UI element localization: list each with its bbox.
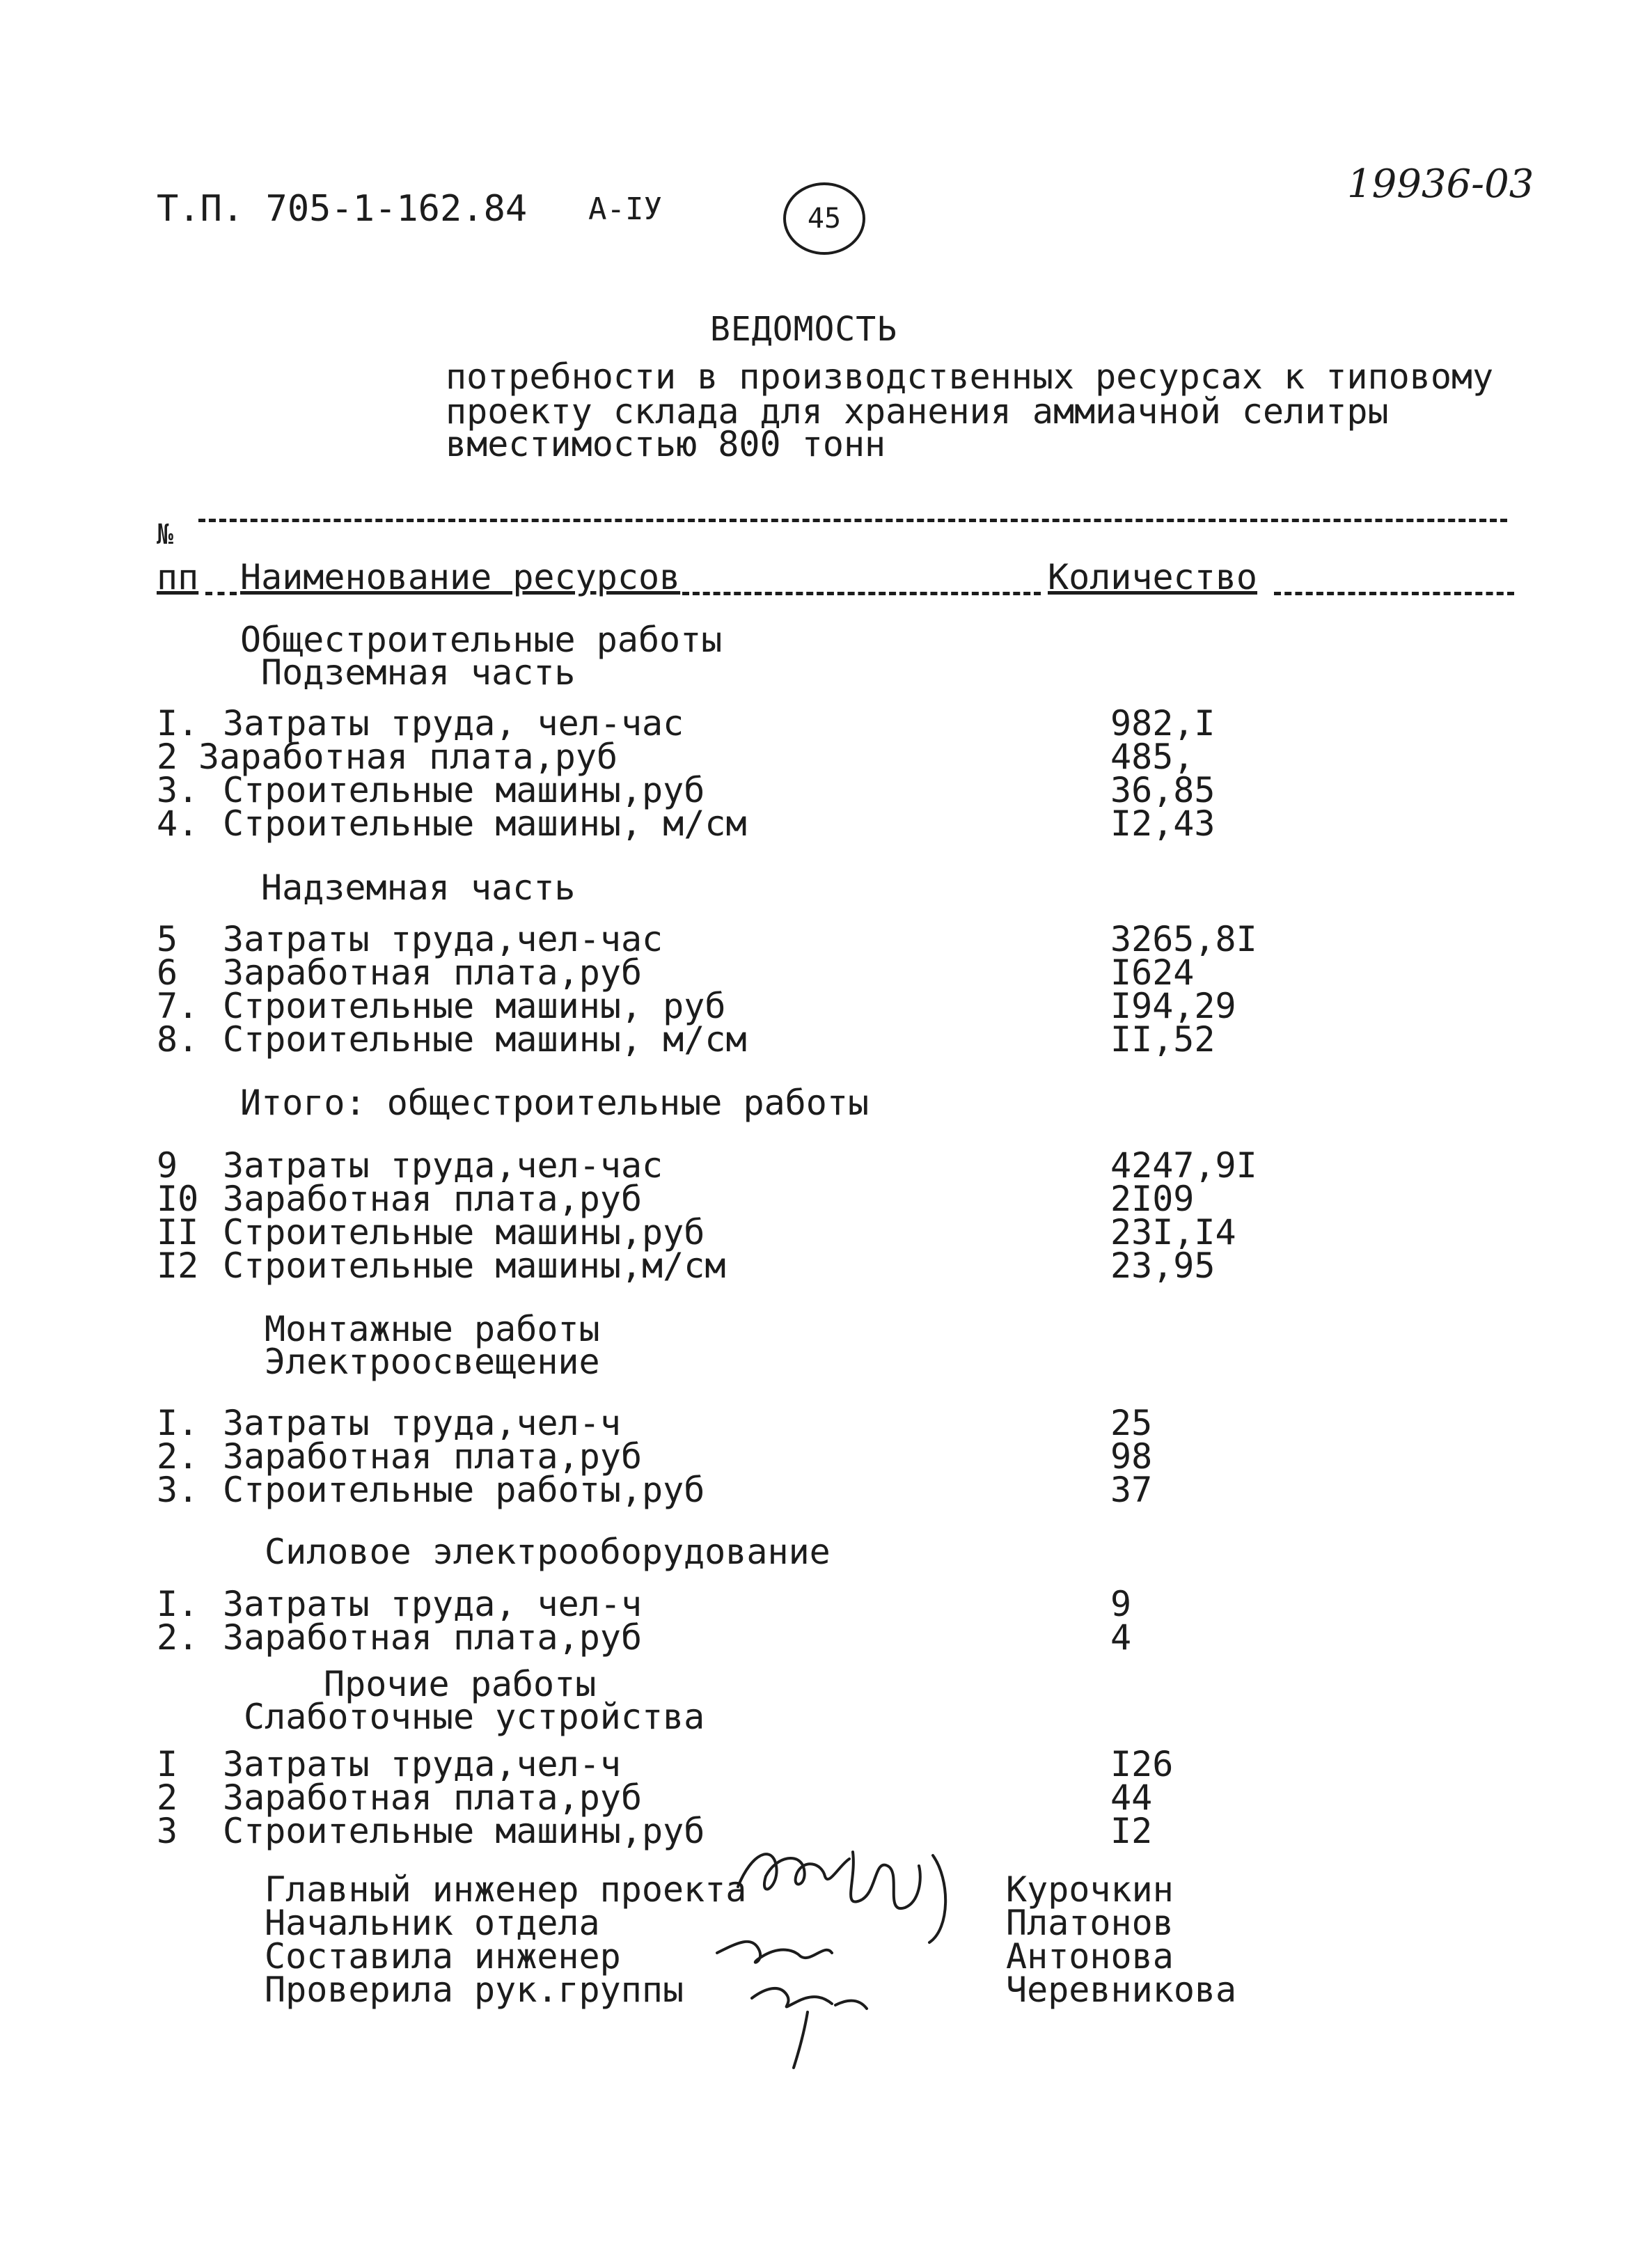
table-row <box>0 1470 1652 1510</box>
header-bottom-rule-2 <box>682 592 1041 595</box>
table-row <box>0 1019 1652 1060</box>
subtitle-line-1: потребности в производственных ресурсах к типовому <box>446 356 1494 397</box>
row-qty: 25 <box>1110 1403 1153 1443</box>
row-qty: 9 <box>1110 1584 1132 1624</box>
row-name: Строительные машины, м/см <box>223 1019 747 1060</box>
signature-role: Составила инженер <box>265 1936 621 1977</box>
table-row <box>0 1777 1652 1818</box>
col-no-label-top: № <box>157 519 174 551</box>
row-qty: 37 <box>1110 1470 1153 1510</box>
signature-loop <box>929 1855 945 1942</box>
row-qty: 98 <box>1110 1436 1153 1477</box>
row-name: Строительные машины,руб <box>223 1212 705 1252</box>
row-number: I. <box>157 1584 199 1624</box>
row-number: 2. <box>157 1436 199 1477</box>
row-number: 3. <box>157 1470 199 1510</box>
row-qty: 4 <box>1110 1617 1132 1658</box>
row-name: Заработная плата,руб <box>223 952 643 993</box>
row-qty: I2 <box>1110 1811 1153 1851</box>
signature-person: Черевникова <box>1006 1970 1237 2010</box>
subsection-heading: Подземная часть <box>261 652 576 693</box>
table-row <box>0 1584 1652 1624</box>
row-name: Затраты труда, чел-час <box>223 703 684 744</box>
row-qty: 23,95 <box>1110 1246 1216 1286</box>
row-number: 3 <box>157 1811 178 1851</box>
table-row <box>0 986 1652 1026</box>
doc-code: Т.П. 705-1-162.84 <box>157 188 528 230</box>
section-heading: Общестроительные работы <box>240 620 723 660</box>
row-number: 3. <box>157 770 199 810</box>
row-name: Строительные машины,м/см <box>223 1246 726 1286</box>
row-qty: 23I,I4 <box>1110 1212 1236 1252</box>
table-row <box>0 1212 1652 1252</box>
row-name: Строительные работы,руб <box>223 1470 705 1510</box>
row-qty: 3265,8I <box>1110 919 1257 959</box>
table-row <box>0 1436 1652 1477</box>
subtitle-line-2: проекту склада для хранения аммиачной селитры <box>446 391 1389 432</box>
header-top-rule <box>198 519 1507 522</box>
row-name: Заработная плата,руб <box>223 1777 643 1818</box>
header-bottom-rule-1 <box>205 592 237 595</box>
table-row <box>0 1179 1652 1219</box>
signature-person: Антонова <box>1006 1936 1174 1977</box>
row-number: 5 <box>157 919 178 959</box>
row-qty: I2,43 <box>1110 803 1216 844</box>
signature-scribble-1 <box>738 1854 849 1889</box>
row-qty: I94,29 <box>1110 986 1236 1026</box>
row-name: Строительные машины, руб <box>223 986 726 1026</box>
row-name: Строительные машины,руб <box>223 770 705 810</box>
row-number: 9 <box>157 1145 178 1186</box>
row-name: Затраты труда,чел-ч <box>223 1744 621 1784</box>
row-number: I. <box>157 703 199 744</box>
signature-role: Проверила рук.группы <box>265 1970 684 2010</box>
table-row <box>0 1403 1652 1443</box>
table-row <box>0 1246 1652 1286</box>
table-row <box>0 770 1652 810</box>
signature-scribble-5 <box>835 2001 867 2009</box>
row-name: Заработная плата,руб <box>223 1179 643 1219</box>
row-number: 2 <box>157 737 178 777</box>
sheet-number-stamp <box>783 182 865 255</box>
signature-person: Курочкин <box>1006 1869 1174 1910</box>
row-qty: II,52 <box>1110 1019 1216 1060</box>
signature-scribble-2 <box>851 1852 920 1908</box>
row-name: Заработная плата,руб <box>198 737 618 777</box>
table-row <box>0 703 1652 744</box>
row-name: Заработная плата,руб <box>223 1617 643 1658</box>
row-name: Затраты труда, чел-ч <box>223 1584 643 1624</box>
signature-scribble-3 <box>717 1942 832 1963</box>
row-number: I0 <box>157 1179 199 1219</box>
signature-role: Начальник отдела <box>265 1903 600 1943</box>
row-number: 4. <box>157 803 199 844</box>
row-name: Строительные машины,руб <box>223 1811 705 1851</box>
header-bottom-rule-3 <box>1274 592 1514 595</box>
table-row <box>0 1744 1652 1784</box>
section-heading: Монтажные работы <box>265 1309 600 1349</box>
row-number: 6 <box>157 952 178 993</box>
row-number: 7. <box>157 986 199 1026</box>
row-number: 8. <box>157 1019 199 1060</box>
handwritten-signatures <box>710 1838 968 2075</box>
section-heading: Итого: общестроительные работы <box>240 1083 870 1123</box>
row-name: Затраты труда,чел-час <box>223 919 663 959</box>
col-no-label: пп <box>157 557 199 597</box>
table-row <box>0 952 1652 993</box>
row-qty: 36,85 <box>1110 770 1216 810</box>
row-number: I <box>157 1744 178 1784</box>
row-qty: 4247,9I <box>1110 1145 1257 1186</box>
row-number: II <box>157 1212 199 1252</box>
row-qty: 44 <box>1110 1777 1153 1818</box>
row-name: Затраты труда,чел-ч <box>223 1403 621 1443</box>
signature-role: Главный инженер проекта <box>265 1869 747 1910</box>
col-qty-header: Количество <box>1048 557 1258 597</box>
row-number: 2. <box>157 1617 199 1658</box>
document-title: ВЕДОМОСТЬ <box>710 310 898 349</box>
row-number: 2 <box>157 1777 178 1818</box>
row-name: Строительные машины, м/см <box>223 803 747 844</box>
row-qty: 982,I <box>1110 703 1216 744</box>
signature-tail <box>794 2012 808 2068</box>
album-code: А-IУ <box>588 191 662 227</box>
row-qty: 2I09 <box>1110 1179 1195 1219</box>
section-heading: Прочие работы <box>324 1664 597 1704</box>
subtitle-line-3: вместимостью 800 тонн <box>446 424 886 464</box>
section-heading: Силовое электрооборудование <box>265 1532 831 1572</box>
row-number: I2 <box>157 1246 199 1286</box>
row-qty: I624 <box>1110 952 1195 993</box>
inventory-number: 19936-03 <box>1347 162 1534 207</box>
table-row <box>0 1145 1652 1186</box>
subsection-heading: Надземная часть <box>261 867 576 908</box>
row-qty: 485, <box>1110 737 1195 777</box>
table-row <box>0 803 1652 844</box>
signature-person: Платонов <box>1006 1903 1174 1943</box>
subsection-heading: Электроосвещение <box>265 1342 600 1382</box>
row-qty: I26 <box>1110 1744 1174 1784</box>
subsection-heading: Слаботочные устройства <box>244 1697 705 1737</box>
table-row <box>0 737 1652 777</box>
row-name: Заработная плата,руб <box>223 1436 643 1477</box>
signature-scribble-4 <box>752 1988 832 2006</box>
sheet-number: 45 <box>807 203 842 235</box>
row-number: I. <box>157 1403 199 1443</box>
row-name: Затраты труда,чел-час <box>223 1145 663 1186</box>
table-row <box>0 1617 1652 1658</box>
table-row <box>0 919 1652 959</box>
col-name-header: Наименование ресурсов <box>240 557 681 597</box>
